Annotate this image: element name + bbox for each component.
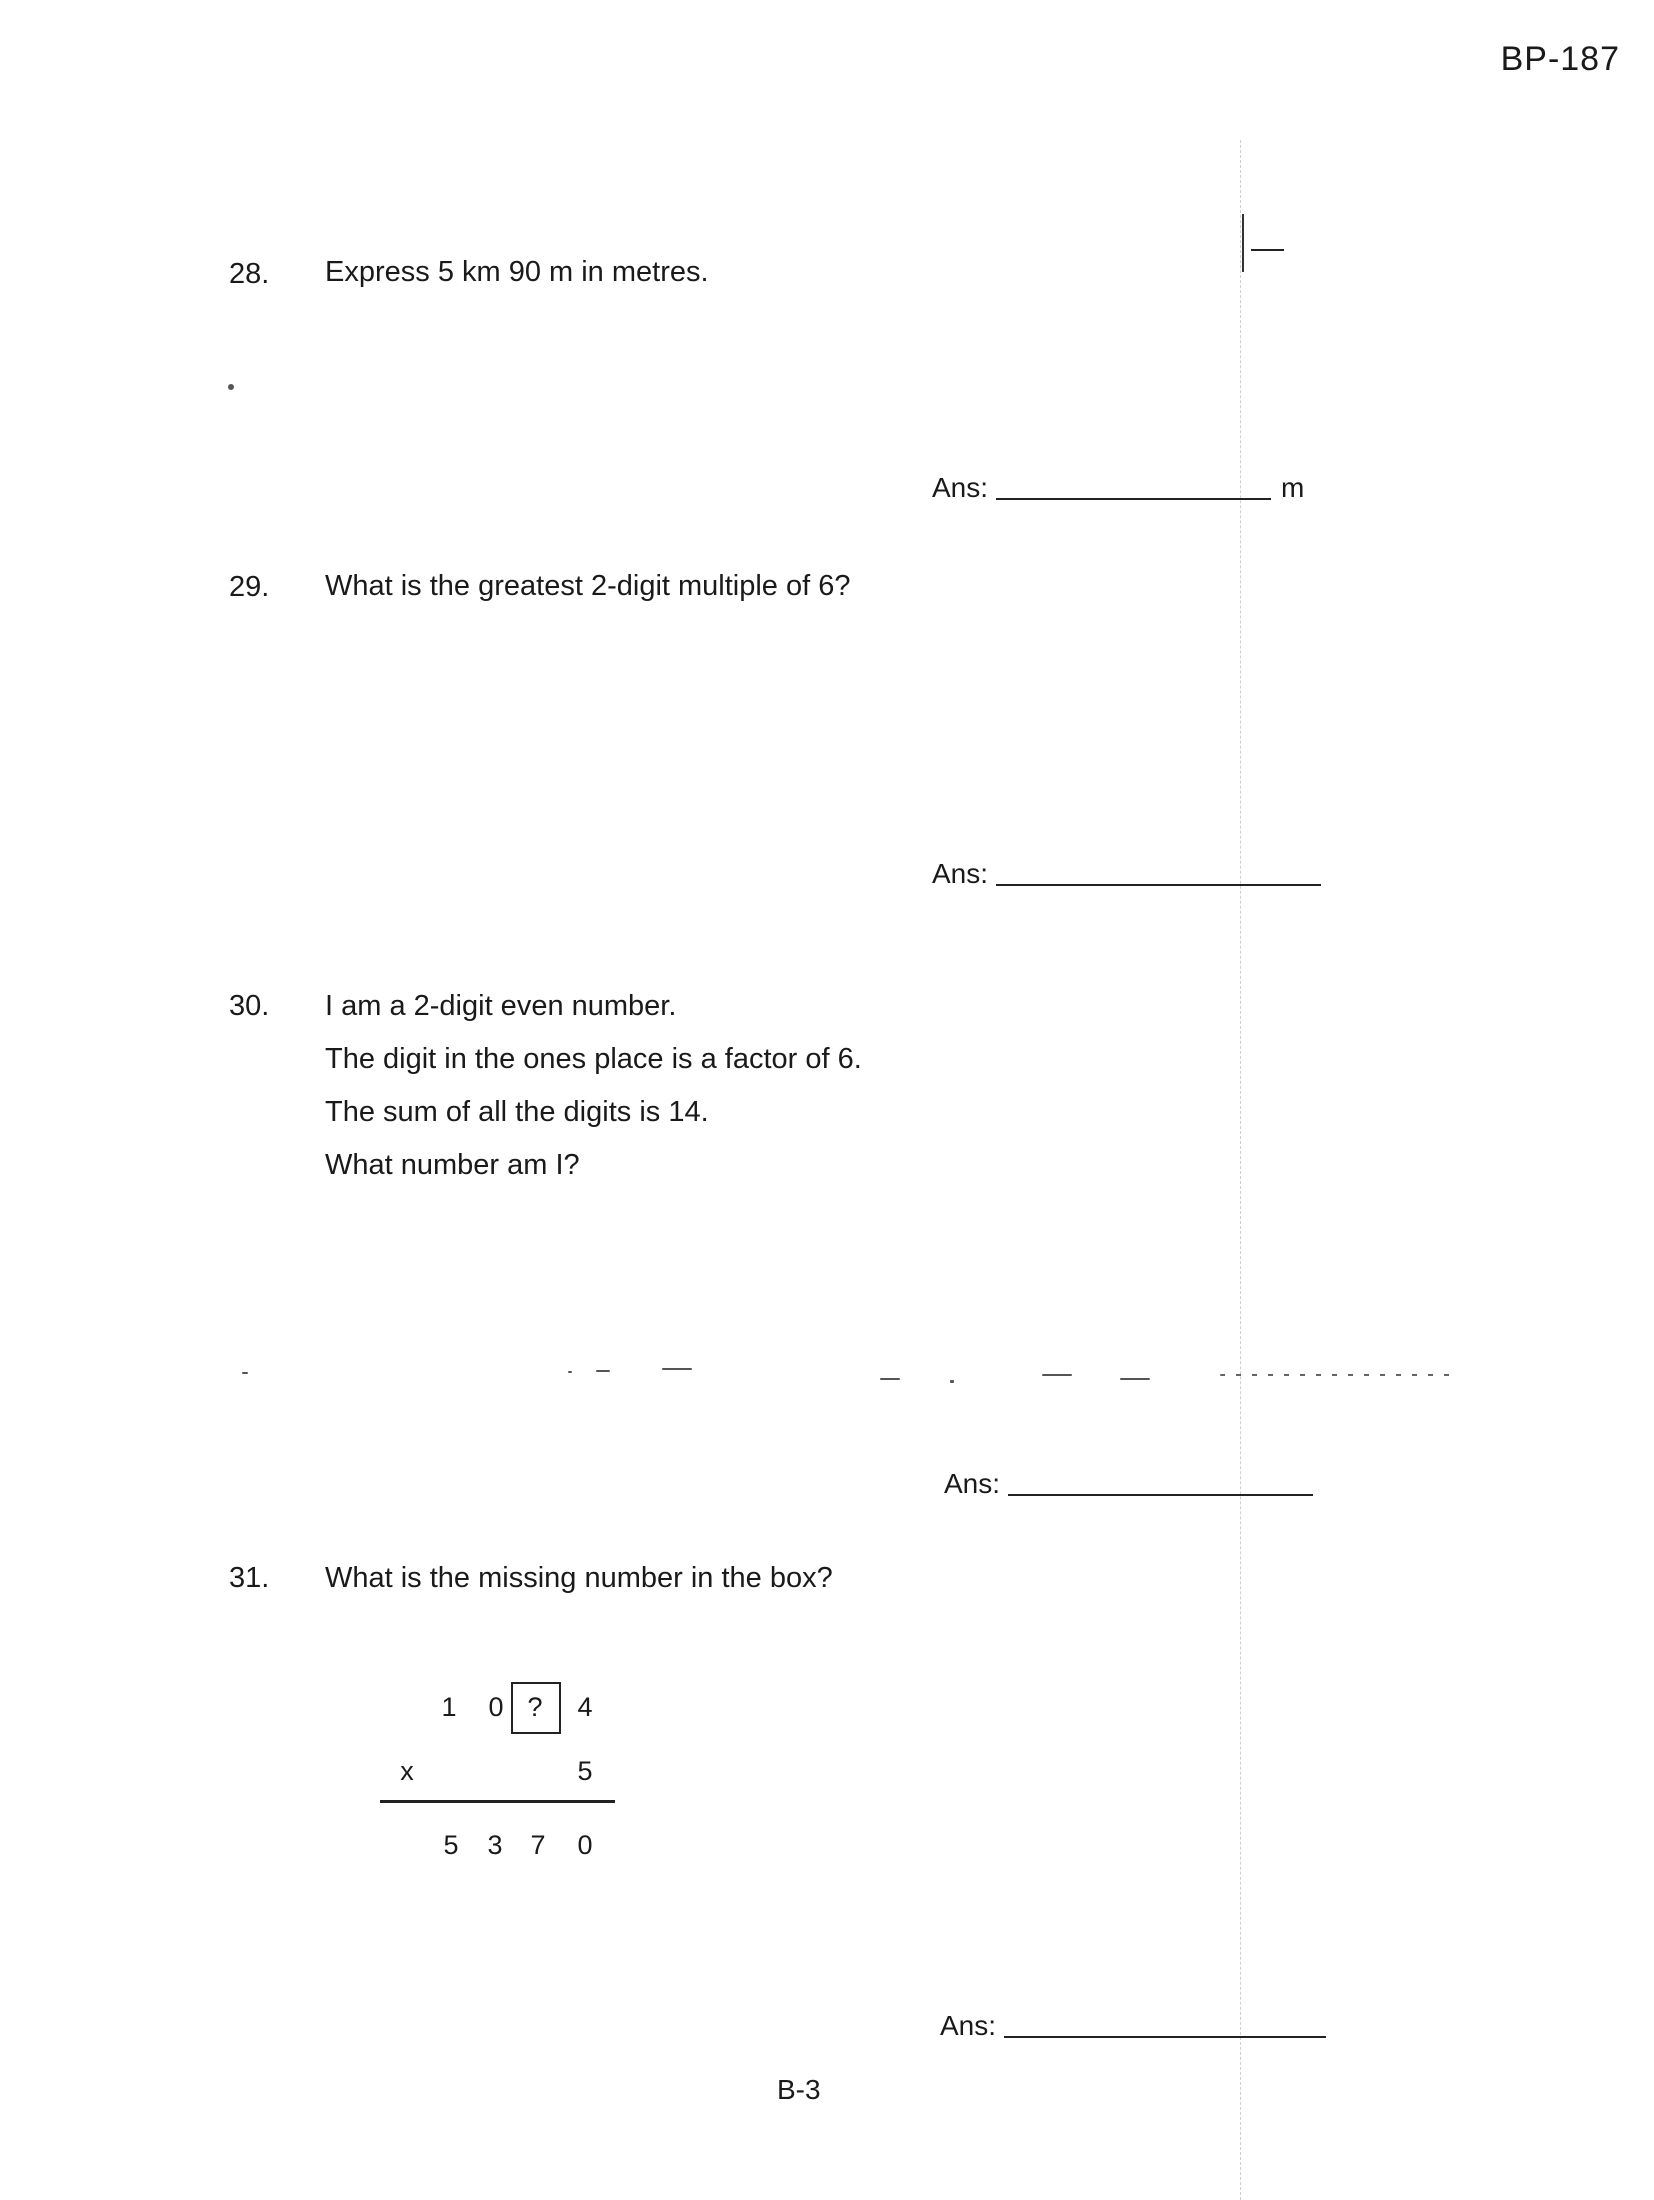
answer-label: Ans: bbox=[932, 472, 989, 503]
scan-speck bbox=[568, 1371, 572, 1373]
scan-speck bbox=[242, 1372, 248, 1374]
question-29-number: 29. bbox=[229, 571, 270, 603]
digit: 0 bbox=[488, 1692, 504, 1722]
question-30-answer[interactable] bbox=[944, 1468, 1313, 1500]
question-30-line-4: What number am I? bbox=[325, 1149, 580, 1181]
question-31-answer[interactable] bbox=[940, 2010, 1326, 2042]
digit: 1 bbox=[441, 1692, 457, 1722]
question-30-line-2: The digit in the ones place is a factor of 6. bbox=[325, 1043, 862, 1075]
question-29-line: What is the greatest 2-digit multiple of 6? bbox=[325, 570, 851, 602]
question-29-answer[interactable] bbox=[932, 858, 1321, 890]
scan-speck bbox=[596, 1370, 610, 1372]
question-30-text bbox=[325, 980, 862, 1192]
answer-line[interactable] bbox=[996, 883, 1321, 886]
question-31-text bbox=[325, 1552, 833, 1605]
paper-code: BP-187 bbox=[1500, 40, 1620, 78]
scan-speck bbox=[662, 1368, 692, 1370]
scan-speck bbox=[880, 1378, 900, 1380]
question-30-line-1: I am a 2-digit even number. bbox=[325, 990, 677, 1022]
multiplication-rule bbox=[380, 1800, 615, 1803]
answer-line[interactable] bbox=[1008, 1493, 1313, 1496]
question-30-line-3: The sum of all the digits is 14. bbox=[325, 1096, 709, 1128]
scan-speck bbox=[1120, 1378, 1150, 1380]
question-28-text bbox=[325, 246, 709, 299]
missing-digit: ? bbox=[527, 1692, 543, 1722]
margin-dash bbox=[1251, 249, 1284, 251]
answer-label: Ans: bbox=[940, 2010, 997, 2041]
digit: 4 bbox=[577, 1692, 593, 1722]
question-28-line: Express 5 km 90 m in metres. bbox=[325, 256, 709, 288]
scan-speck bbox=[950, 1380, 954, 1383]
margin-tick bbox=[1242, 214, 1244, 272]
answer-label: Ans: bbox=[944, 1468, 1001, 1499]
answer-line[interactable] bbox=[1004, 2035, 1326, 2038]
result-digit: 0 bbox=[577, 1830, 593, 1860]
multiplier: 5 bbox=[577, 1756, 593, 1786]
question-30-number: 30. bbox=[229, 990, 270, 1022]
answer-label: Ans: bbox=[932, 858, 989, 889]
answer-unit: m bbox=[1281, 472, 1305, 503]
question-31-number: 31. bbox=[229, 1562, 270, 1594]
result-digit: 5 bbox=[443, 1830, 459, 1860]
multiplication-problem bbox=[380, 1650, 640, 1870]
multiply-sign: x bbox=[400, 1756, 414, 1786]
scan-speck bbox=[1220, 1374, 1460, 1376]
margin-line bbox=[1240, 140, 1241, 2200]
result-digit: 3 bbox=[487, 1830, 503, 1860]
result-digit: 7 bbox=[530, 1830, 546, 1860]
scan-speck bbox=[228, 384, 234, 390]
question-28-number: 28. bbox=[229, 258, 270, 290]
question-29-text bbox=[325, 560, 850, 613]
scan-speck bbox=[1042, 1374, 1072, 1376]
page-number: B-3 bbox=[777, 2074, 821, 2105]
question-31-line: What is the missing number in the box? bbox=[325, 1562, 833, 1594]
answer-line[interactable] bbox=[996, 497, 1271, 500]
question-28-answer[interactable] bbox=[932, 472, 1304, 504]
